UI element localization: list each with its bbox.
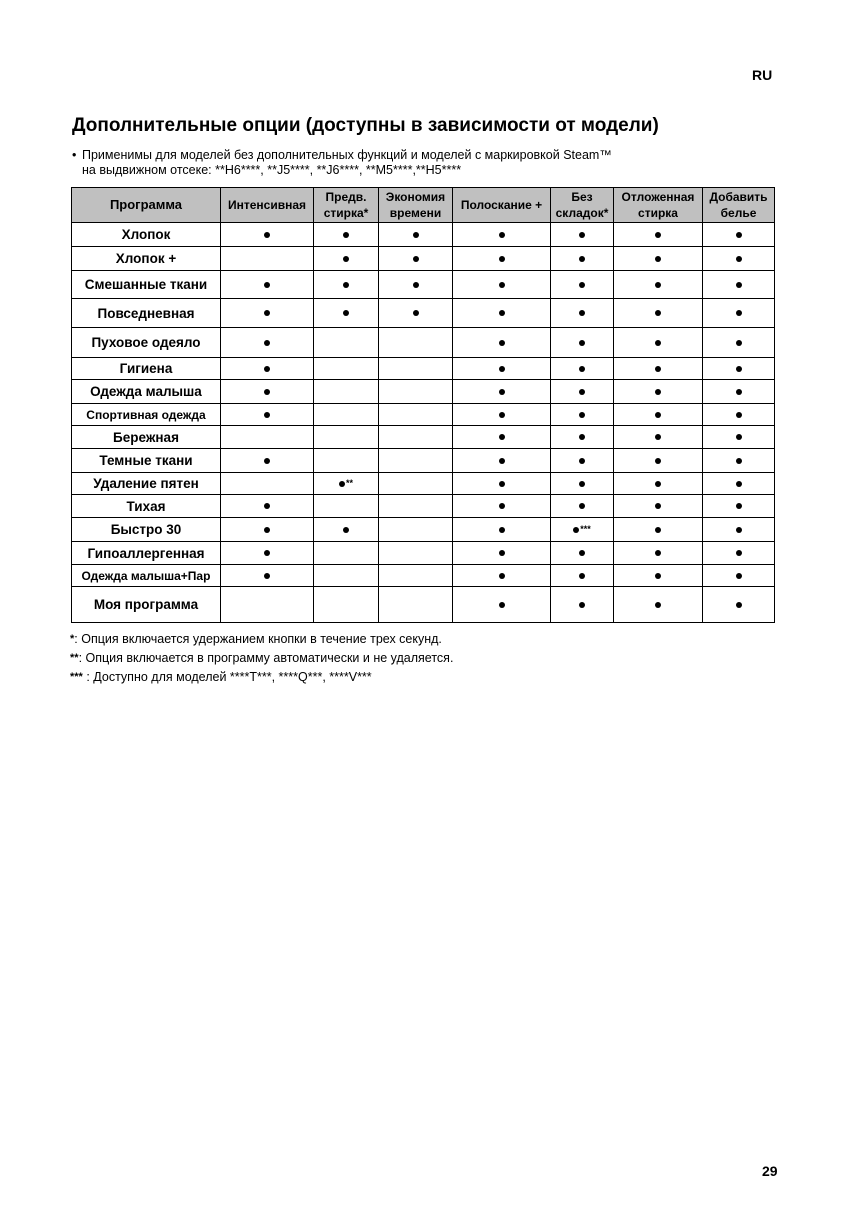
bullet-dot-icon: [264, 366, 270, 372]
option-cell: [221, 247, 314, 271]
footnote-2: **: Опция включается в программу автоматически и не удаляется.: [70, 651, 454, 665]
option-cell: [453, 380, 551, 404]
option-cell: [614, 587, 703, 623]
option-cell: [453, 565, 551, 587]
table-row: [72, 358, 775, 380]
bullet-dot-icon: [264, 527, 270, 533]
bullet-dot-icon: [413, 310, 419, 316]
option-cell: [221, 380, 314, 404]
bullet-dot-icon: [579, 458, 585, 464]
option-cell: [221, 271, 314, 299]
program-name: Удаление пятен: [72, 473, 221, 495]
bullet-dot-icon: [579, 366, 585, 372]
bullet-dot-icon: [573, 527, 579, 533]
option-cell: [453, 271, 551, 299]
bullet-dot-icon: [499, 282, 505, 288]
program-name: Гипоаллергенная: [72, 542, 221, 565]
option-cell: [614, 449, 703, 473]
bullet-dot-icon: [579, 434, 585, 440]
header-prewash: Предв. стирка*: [314, 188, 379, 223]
option-cell: [221, 299, 314, 328]
option-cell: [453, 358, 551, 380]
bullet-dot-icon: [736, 573, 742, 579]
table-row: [72, 565, 775, 587]
option-cell: [614, 404, 703, 426]
table-row: [72, 404, 775, 426]
bullet-dot-icon: [736, 282, 742, 288]
bullet-dot-icon: [736, 503, 742, 509]
program-name: Моя программа: [72, 587, 221, 623]
option-cell: [703, 473, 775, 495]
option-cell: [221, 565, 314, 587]
option-cell: [221, 223, 314, 247]
option-cell: [314, 587, 379, 623]
table-row: [72, 518, 775, 542]
bullet-dot-icon: [736, 232, 742, 238]
option-cell: [314, 404, 379, 426]
bullet-dot-icon: [736, 602, 742, 608]
option-cell: [551, 495, 614, 518]
option-cell: [379, 223, 453, 247]
bullet-dot-icon: [499, 389, 505, 395]
option-cell: [703, 299, 775, 328]
bullet-dot-icon: [579, 389, 585, 395]
option-cell: [703, 449, 775, 473]
program-name: Темные ткани: [72, 449, 221, 473]
option-cell: [614, 473, 703, 495]
option-cell: [614, 299, 703, 328]
footnote-1: *: Опция включается удержанием кнопки в течение трех секунд.: [70, 632, 442, 646]
bullet-dot-icon: [736, 434, 742, 440]
language-code: RU: [752, 67, 773, 83]
bullet-dot-icon: [413, 232, 419, 238]
option-cell: [314, 542, 379, 565]
option-cell: [221, 358, 314, 380]
table-row: [72, 223, 775, 247]
option-cell: [314, 518, 379, 542]
bullet-dot-icon: [499, 366, 505, 372]
bullet-dot-icon: [736, 256, 742, 262]
bullet-dot-icon: [655, 232, 661, 238]
bullet-dot-icon: [655, 282, 661, 288]
table-row: [72, 426, 775, 449]
bullet-dot-icon: [499, 232, 505, 238]
options-table: [71, 187, 775, 623]
table-row: [72, 271, 775, 299]
bullet-dot-icon: [339, 481, 345, 487]
option-cell: [379, 271, 453, 299]
option-cell: [614, 328, 703, 358]
option-cell: [453, 495, 551, 518]
option-cell: [453, 518, 551, 542]
option-cell: [314, 271, 379, 299]
option-cell: [453, 223, 551, 247]
bullet-dot-icon: [579, 310, 585, 316]
option-cell: [453, 426, 551, 449]
option-cell: [314, 380, 379, 404]
option-cell: [551, 299, 614, 328]
bullet-dot-icon: [655, 481, 661, 487]
table-header-row: [72, 188, 775, 223]
option-cell: [551, 223, 614, 247]
bullet-dot-icon: [413, 282, 419, 288]
option-cell: [703, 587, 775, 623]
bullet-dot-icon: [655, 366, 661, 372]
table-row: [72, 380, 775, 404]
option-cell: [453, 587, 551, 623]
program-name: Хлопок: [72, 223, 221, 247]
program-name: Одежда малыша+Пар: [72, 565, 221, 587]
bullet-dot-icon: [499, 310, 505, 316]
bullet-dot-icon: [264, 503, 270, 509]
table-row: [72, 449, 775, 473]
option-cell: [614, 426, 703, 449]
bullet-dot-icon: [655, 527, 661, 533]
option-cell: [379, 358, 453, 380]
bullet-dot-icon: [264, 282, 270, 288]
option-cell: [314, 299, 379, 328]
program-name: Быстро 30: [72, 518, 221, 542]
program-name: Гигиена: [72, 358, 221, 380]
bullet-dot-icon: [736, 412, 742, 418]
option-cell: [379, 565, 453, 587]
bullet-dot-icon: [655, 503, 661, 509]
bullet-dot-icon: [499, 481, 505, 487]
option-cell: [551, 587, 614, 623]
bullet-dot-icon: [736, 310, 742, 316]
option-cell: [379, 328, 453, 358]
option-cell: [614, 542, 703, 565]
program-name: Пуховое одеяло: [72, 328, 221, 358]
option-cell: [453, 299, 551, 328]
program-name: Тихая: [72, 495, 221, 518]
bullet-dot-icon: [579, 282, 585, 288]
bullet-dot-icon: [499, 550, 505, 556]
bullet-dot-icon: [579, 573, 585, 579]
header-addlaundry: Добавить белье: [703, 188, 775, 223]
option-cell: [314, 473, 379, 495]
option-cell: [551, 358, 614, 380]
option-cell: [703, 271, 775, 299]
option-cell: [314, 565, 379, 587]
bullet-dot-icon: [655, 256, 661, 262]
option-cell: [614, 518, 703, 542]
option-cell: [614, 223, 703, 247]
program-name: Смешанные ткани: [72, 271, 221, 299]
option-cell: [379, 495, 453, 518]
bullet-dot-icon: [264, 573, 270, 579]
bullet-dot-icon: [736, 458, 742, 464]
option-cell: [221, 449, 314, 473]
bullet-dot-icon: [499, 573, 505, 579]
page-title: Дополнительные опции (доступны в зависимости от модели): [72, 115, 659, 136]
bullet-dot-icon: [579, 550, 585, 556]
bullet-dot-icon: [736, 340, 742, 346]
bullet-dot-icon: [343, 256, 349, 262]
bullet-dot-icon: [655, 602, 661, 608]
header-nocrease: Без складок*: [551, 188, 614, 223]
bullet-dot-icon: [655, 412, 661, 418]
option-cell: [221, 587, 314, 623]
option-cell: [221, 518, 314, 542]
bullet-dot-icon: [736, 527, 742, 533]
option-cell: [453, 542, 551, 565]
bullet-dot-icon: [736, 550, 742, 556]
option-cell: [703, 358, 775, 380]
option-cell: [221, 404, 314, 426]
option-cell: [551, 328, 614, 358]
bullet-icon: •: [72, 148, 77, 162]
bullet-dot-icon: [736, 366, 742, 372]
option-cell: [703, 542, 775, 565]
option-cell: [551, 565, 614, 587]
bullet-dot-icon: [579, 602, 585, 608]
option-cell: [703, 495, 775, 518]
option-cell: [703, 223, 775, 247]
option-cell: [551, 247, 614, 271]
applicability-note: [72, 148, 772, 178]
option-cell: [703, 426, 775, 449]
option-cell: [614, 271, 703, 299]
bullet-dot-icon: [264, 389, 270, 395]
option-cell: [703, 404, 775, 426]
option-cell: [614, 380, 703, 404]
bullet-dot-icon: [264, 310, 270, 316]
option-cell: [314, 495, 379, 518]
bullet-dot-icon: [579, 340, 585, 346]
program-name: Спортивная одежда: [72, 404, 221, 426]
bullet-dot-icon: [413, 256, 419, 262]
header-rinse: Полоскание +: [453, 188, 551, 223]
note-line-2: на выдвижном отсеке: **H6****, **J5****, **J6****, **M5****,**H5****: [82, 163, 462, 177]
option-cell: [703, 380, 775, 404]
bullet-dot-icon: [499, 602, 505, 608]
option-cell: [551, 518, 614, 542]
header-program: Программа: [72, 188, 221, 223]
option-cell: [379, 587, 453, 623]
option-cell: [314, 247, 379, 271]
option-cell: [551, 542, 614, 565]
bullet-dot-icon: [655, 458, 661, 464]
option-cell: [453, 473, 551, 495]
option-cell: [379, 426, 453, 449]
option-cell: [551, 380, 614, 404]
table-row: [72, 495, 775, 518]
bullet-dot-icon: [579, 256, 585, 262]
option-cell: [551, 426, 614, 449]
bullet-dot-icon: [264, 550, 270, 556]
bullet-dot-icon: [343, 310, 349, 316]
footnote-marker: **: [345, 477, 353, 488]
option-cell: [314, 426, 379, 449]
option-cell: [379, 518, 453, 542]
header-intensive: Интенсивная: [221, 188, 314, 223]
note-line-1: Применимы для моделей без дополнительных функций и моделей с маркировкой Steam™: [82, 148, 612, 162]
bullet-dot-icon: [264, 412, 270, 418]
bullet-dot-icon: [499, 503, 505, 509]
header-timesave: Экономия времени: [379, 188, 453, 223]
table-row: [72, 587, 775, 623]
option-cell: [314, 358, 379, 380]
option-cell: [221, 473, 314, 495]
option-cell: [703, 518, 775, 542]
option-cell: [221, 542, 314, 565]
table-row: [72, 473, 775, 495]
bullet-dot-icon: [343, 527, 349, 533]
program-name: Бережная: [72, 426, 221, 449]
option-cell: [703, 565, 775, 587]
bullet-dot-icon: [579, 232, 585, 238]
option-cell: [453, 328, 551, 358]
bullet-dot-icon: [736, 389, 742, 395]
footnote-marker: ***: [580, 523, 591, 534]
footnotes: [70, 630, 453, 687]
program-name: Повседневная: [72, 299, 221, 328]
option-cell: [614, 495, 703, 518]
bullet-dot-icon: [343, 232, 349, 238]
option-cell: [379, 542, 453, 565]
bullet-dot-icon: [579, 481, 585, 487]
page-number: 29: [762, 1163, 778, 1179]
bullet-dot-icon: [499, 340, 505, 346]
bullet-dot-icon: [264, 340, 270, 346]
option-cell: [551, 473, 614, 495]
bullet-dot-icon: [499, 458, 505, 464]
table-row: [72, 299, 775, 328]
header-delay: Отложенная стирка: [614, 188, 703, 223]
option-cell: [551, 404, 614, 426]
bullet-dot-icon: [343, 282, 349, 288]
table-row: [72, 247, 775, 271]
bullet-dot-icon: [579, 412, 585, 418]
program-name: Хлопок +: [72, 247, 221, 271]
table-row: [72, 328, 775, 358]
bullet-dot-icon: [579, 503, 585, 509]
option-cell: [551, 271, 614, 299]
option-cell: [379, 247, 453, 271]
option-cell: [453, 404, 551, 426]
bullet-dot-icon: [736, 481, 742, 487]
option-cell: [614, 358, 703, 380]
option-cell: [453, 247, 551, 271]
option-cell: [221, 426, 314, 449]
bullet-dot-icon: [655, 550, 661, 556]
footnote-3: *** : Доступно для моделей ****T***, ****Q***, ****V***: [70, 670, 372, 684]
option-cell: [614, 565, 703, 587]
table-row: [72, 542, 775, 565]
option-cell: [221, 495, 314, 518]
bullet-dot-icon: [655, 310, 661, 316]
bullet-dot-icon: [499, 527, 505, 533]
option-cell: [551, 449, 614, 473]
option-cell: [379, 380, 453, 404]
option-cell: [379, 299, 453, 328]
bullet-dot-icon: [655, 340, 661, 346]
option-cell: [314, 449, 379, 473]
option-cell: [453, 449, 551, 473]
bullet-dot-icon: [264, 232, 270, 238]
option-cell: [314, 328, 379, 358]
option-cell: [614, 247, 703, 271]
option-cell: [379, 473, 453, 495]
bullet-dot-icon: [499, 256, 505, 262]
bullet-dot-icon: [655, 389, 661, 395]
option-cell: [379, 449, 453, 473]
option-cell: [703, 247, 775, 271]
bullet-dot-icon: [655, 573, 661, 579]
option-cell: [221, 328, 314, 358]
option-cell: [314, 223, 379, 247]
option-cell: [703, 328, 775, 358]
bullet-dot-icon: [264, 458, 270, 464]
bullet-dot-icon: [499, 412, 505, 418]
option-cell: [379, 404, 453, 426]
bullet-dot-icon: [655, 434, 661, 440]
program-name: Одежда малыша: [72, 380, 221, 404]
bullet-dot-icon: [499, 434, 505, 440]
